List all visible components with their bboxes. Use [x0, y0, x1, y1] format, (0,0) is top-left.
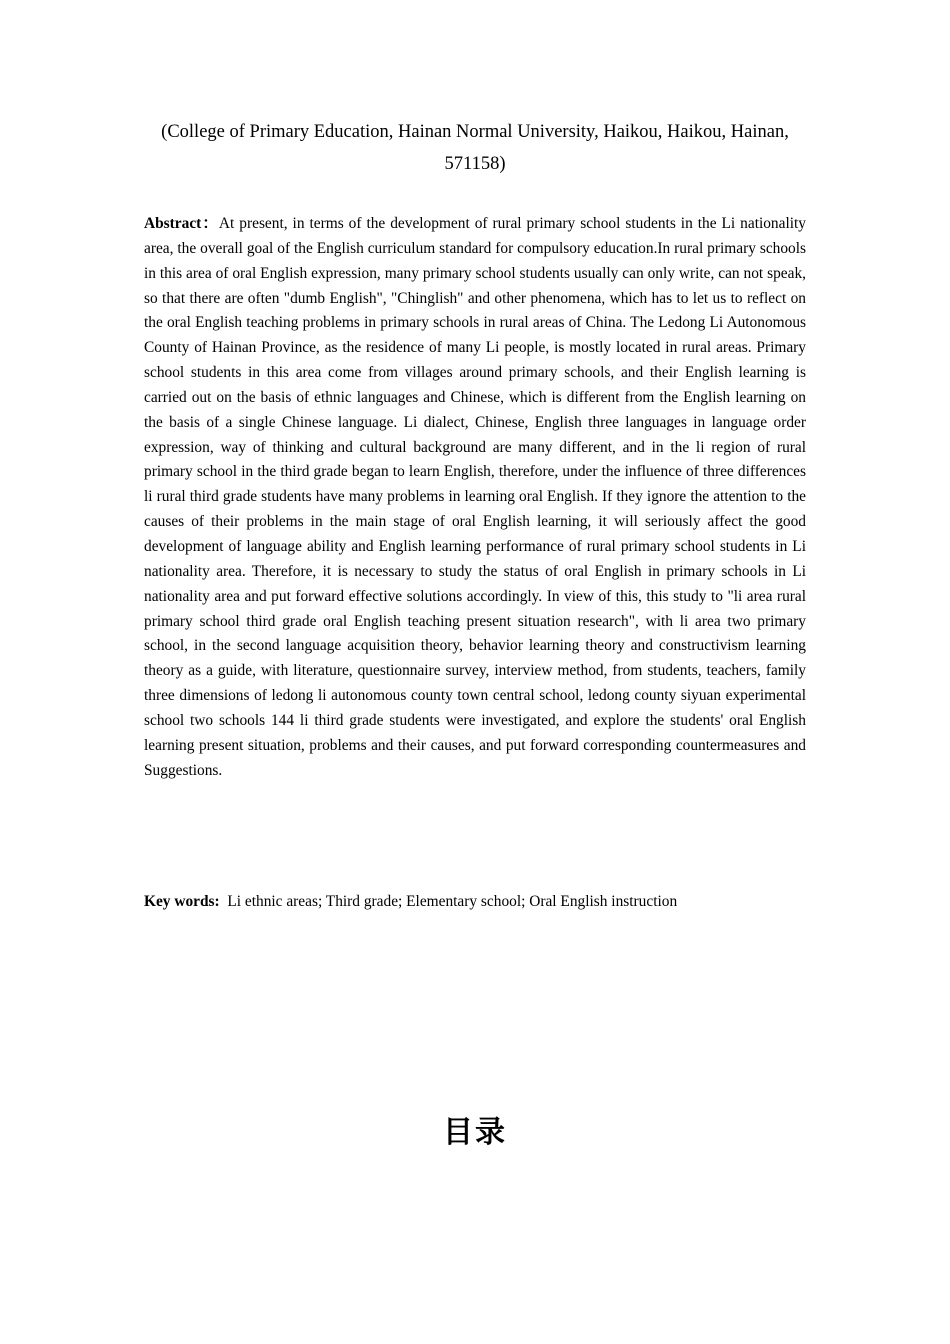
- table-of-contents-heading: 目录: [443, 1115, 507, 1150]
- abstract-label: Abstract：: [144, 215, 219, 232]
- keywords-text: Li ethnic areas; Third grade; Elementary school; Oral English instruction: [227, 893, 678, 910]
- author-affiliation: [120, 116, 830, 180]
- abstract-paragraph: [144, 212, 806, 783]
- abstract-text: At present, in terms of the development of rural primary school students in the Li nationality area, the overall goal of the English curriculum standard for compulsory education.In rural primary schools in this area of oral English expression, many primary school students usually can only write, can not speak, so that there are often "dumb English", "Chinglish" and other phenomena, which has to let us to reflect on the oral English teaching problems in primary schools in rural areas of China. The Ledong Li Autonomous County of Hainan Province, as the residence of many Li people, is mostly located in rural areas. Primary school students in this area come from villages around primary schools, and their English learning is carried out on the basis of ethnic languages and Chinese, which is different from the English learning on the basis of a single Chinese language. Li dialect, Chinese, English three languages in language order expression, way of thinking and cultural background are many different, and in the li region of rural primary school in the third grade began to learn English, therefore, under the influence of three differences li rural third grade students have many problems in learning oral English. If they ignore the attention to the causes of their problems in the main stage of oral English learning, it will seriously affect the good development of language ability and English learning performance of rural primary school students in Li nationality area. Therefore, it is necessary to study the status of oral English in primary schools in Li nationality area and put forward effective solutions accordingly. In view of this, this study to "li area rural primary school third grade oral English teaching present situation research", with li area two primary school, in the second language acquisition theory, behavior learning theory and constructivism learning theory as a guide, with literature, questionnaire survey, interview method, from students, teachers, family three dimensions of ledong li autonomous county town central school, ledong county siyuan experimental school two schools 144 li third grade students were investigated, and explore the students' oral English learning present situation, problems and their causes, and put forward corresponding countermeasures and Suggestions.: [144, 215, 806, 779]
- keywords-paragraph: [144, 890, 806, 914]
- keywords-label: Key words:: [144, 893, 220, 910]
- affiliation-line-1: (College of Primary Education, Hainan Normal University, Haikou, Haikou, Hainan,: [161, 122, 789, 142]
- affiliation-line-2: 571158): [444, 154, 506, 174]
